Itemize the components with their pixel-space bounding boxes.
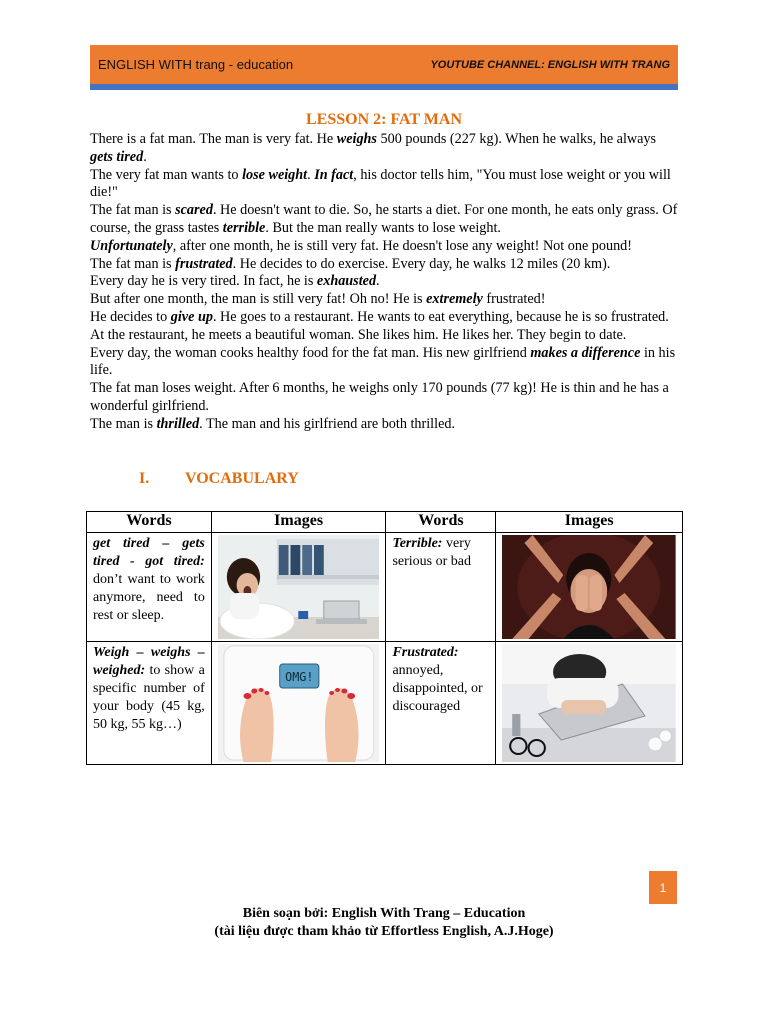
image-cell — [496, 642, 683, 765]
vocab-highlight: thrilled — [156, 415, 200, 432]
scale-display: OMG! — [284, 669, 314, 685]
bathroom-scale-illustration — [218, 644, 380, 762]
page-number-badge: 1 — [649, 871, 677, 904]
vocab-highlight: lose weight — [242, 166, 308, 183]
header-brand: ENGLISH WITH trang - education — [98, 57, 294, 72]
story-text — [90, 131, 678, 434]
story-paragraph: The fat man is scared. He doesn't want to die. So, he starts a diet. For one month, he eats only grass. Of course, the grass tastes terrible. But the man really wants to lose weight. — [90, 202, 678, 236]
stressed-person-image — [502, 535, 676, 639]
vocabulary-table — [86, 511, 683, 765]
col-header-words: Words — [87, 512, 212, 533]
story-paragraph: He decides to give up. He goes to a restaurant. He wants to eat everything, because he is so frustrated. — [90, 308, 669, 325]
vocab-highlight: scared — [175, 202, 213, 219]
table-row — [87, 533, 683, 642]
image-cell — [496, 533, 683, 642]
story-paragraph: But after one month, the man is still very fat! Oh no! He is extremely frustrated! — [90, 291, 546, 308]
story-paragraph: Every day he is very tired. In fact, he is exhausted. — [90, 273, 380, 290]
vocab-highlight: In fact — [314, 166, 354, 183]
bathroom-scale-image — [218, 644, 380, 762]
stressed-person-illustration — [502, 535, 676, 639]
table-header-row — [87, 512, 683, 533]
vocab-highlight: terrible — [222, 219, 266, 236]
image-cell — [211, 533, 386, 642]
vocab-definition: annoyed, disappointed, or discouraged — [392, 663, 483, 714]
story-paragraph: There is a fat man. The man is very fat. He weighs 500 pounds (227 kg). When he walks, he always gets tired. — [90, 131, 657, 165]
vocab-highlight: extremely — [426, 291, 483, 308]
story-paragraph: The fat man is frustrated. He decides to do exercise. Every day, he walks 12 miles (20 km). — [90, 255, 611, 272]
tired-woman-image — [218, 535, 380, 639]
vocab-highlight: exhausted — [316, 273, 377, 290]
footer-credit: Biên soạn bởi: English With Trang – Education — [242, 906, 526, 921]
vocab-highlight: frustrated — [175, 255, 233, 272]
vocab-word-cell — [386, 533, 496, 642]
vocab-word-cell — [87, 642, 212, 765]
lesson-title: LESSON 2: FAT MAN — [305, 111, 462, 128]
vocab-term: get tired – gets tired - got tired: — [93, 536, 205, 569]
table-row — [87, 642, 683, 765]
vocab-word-cell — [87, 533, 212, 642]
frustrated-desk-image — [502, 644, 676, 762]
section-heading — [139, 470, 299, 488]
header-channel: YOUTUBE CHANNEL: ENGLISH WITH TRANG — [430, 58, 670, 71]
col-header-images-2: Images — [496, 512, 683, 533]
page-footer — [90, 905, 678, 941]
page-header — [90, 45, 678, 84]
vocab-highlight: weighs — [336, 131, 377, 147]
vocab-definition: to show a specific number of your body (45 kg, 50 kg, 55 kg…) — [93, 663, 205, 732]
footer-reference: (tài liệu được tham khảo từ Effortless English, A.J.Hoge) — [214, 924, 554, 939]
story-paragraph: Unfortunately, after one month, he is still very fat. He doesn't lose any weight! Not one pound! — [90, 237, 632, 254]
vocab-term: Frustrated: — [392, 645, 459, 660]
vocab-term: Weigh – weighs – weighed: — [93, 645, 205, 678]
story-paragraph: The very fat man wants to lose weight. In fact, his doctor tells him, "You must lose weight or you will die!" — [90, 166, 671, 201]
story-paragraph: At the restaurant, he meets a beautiful woman. She likes him. He likes her. They begin to date. — [90, 326, 627, 343]
col-header-images: Images — [211, 512, 386, 533]
vocab-term: Terrible: — [392, 536, 443, 551]
vocab-highlight: Unfortunately — [90, 237, 173, 254]
image-cell — [211, 642, 386, 765]
frustrated-desk-illustration — [502, 644, 676, 762]
section-number: I. — [139, 470, 150, 487]
vocab-highlight: gets tired — [90, 148, 144, 165]
section-title: VOCABULARY — [185, 470, 299, 487]
vocab-word-cell — [386, 642, 496, 765]
vocab-highlight: makes a difference — [530, 344, 641, 361]
vocab-definition: very serious or bad — [392, 536, 471, 569]
tired-woman-illustration — [218, 535, 380, 639]
vocab-definition: don’t want to work anymore, need to rest or sleep. — [93, 572, 205, 623]
story-paragraph: The man is thrilled. The man and his girlfriend are both thrilled. — [90, 415, 456, 432]
header-rule — [90, 84, 678, 90]
vocab-highlight: give up — [170, 308, 213, 325]
story-paragraph: Every day, the woman cooks healthy food for the fat man. His new girlfriend makes a difference in his life. — [90, 344, 676, 379]
col-header-words-2: Words — [386, 512, 496, 533]
story-paragraph: The fat man loses weight. After 6 months, he weighs only 170 pounds (77 kg)! He is thin and he has a wonderful girlfriend. — [90, 380, 669, 414]
